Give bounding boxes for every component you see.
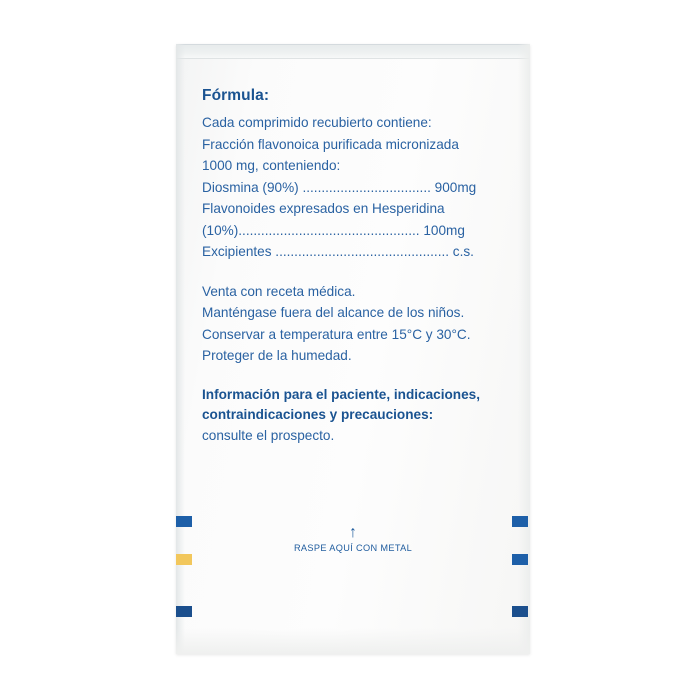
formula-heading: Fórmula: [202, 87, 270, 104]
warning-line: Conservar a temperatura entre 15°C y 30°C. [202, 326, 471, 342]
carton-top-edge [176, 44, 530, 58]
carton-top-crease [176, 58, 530, 59]
warning-line: Venta con receta médica. [202, 283, 356, 299]
scratch-here-label: RASPE AQUÍ CON METAL [293, 543, 413, 553]
registration-mark-blue-left-top [176, 516, 192, 527]
registration-mark-yellow-left [176, 554, 192, 565]
up-arrow-icon: ↑ [349, 524, 357, 541]
patient-info-block [202, 385, 502, 447]
formula-line: Fracción flavonoica purificada micronizada [202, 136, 459, 152]
formula-line: (10%)................................................ 100mg [202, 222, 465, 238]
patient-info-heading-line-1: Información para el paciente, indicaciones, [202, 386, 481, 402]
formula-line: Diosmina (90%) .................................. 900mg [202, 179, 477, 195]
registration-mark-blue-right-bottom [512, 606, 528, 617]
formula-line: Excipientes .............................................. c.s. [202, 244, 474, 260]
warnings-block [202, 281, 502, 367]
formula-line: Cada comprimido recubierto contiene: [202, 115, 432, 131]
warning-line: Proteger de la humedad. [202, 348, 352, 364]
formula-line: Flavonoides expresados en Hesperidina [202, 201, 445, 217]
warning-line: Manténgase fuera del alcance de los niños. [202, 305, 465, 321]
patient-info-heading-line-2: contraindicaciones y precauciones: [202, 406, 434, 422]
medicine-carton [176, 44, 530, 654]
patient-info-body: consulte el prospecto. [202, 427, 335, 443]
formula-block [202, 86, 502, 263]
carton-bottom-shading [176, 628, 530, 654]
formula-line: 1000 mg, conteniendo: [202, 158, 341, 174]
carton-text-panel [202, 86, 502, 446]
scratch-here-area [176, 526, 530, 553]
registration-mark-blue-right-top [512, 516, 528, 527]
registration-mark-blue-right-mid [512, 554, 528, 565]
registration-mark-blue-left-bottom [176, 606, 192, 617]
